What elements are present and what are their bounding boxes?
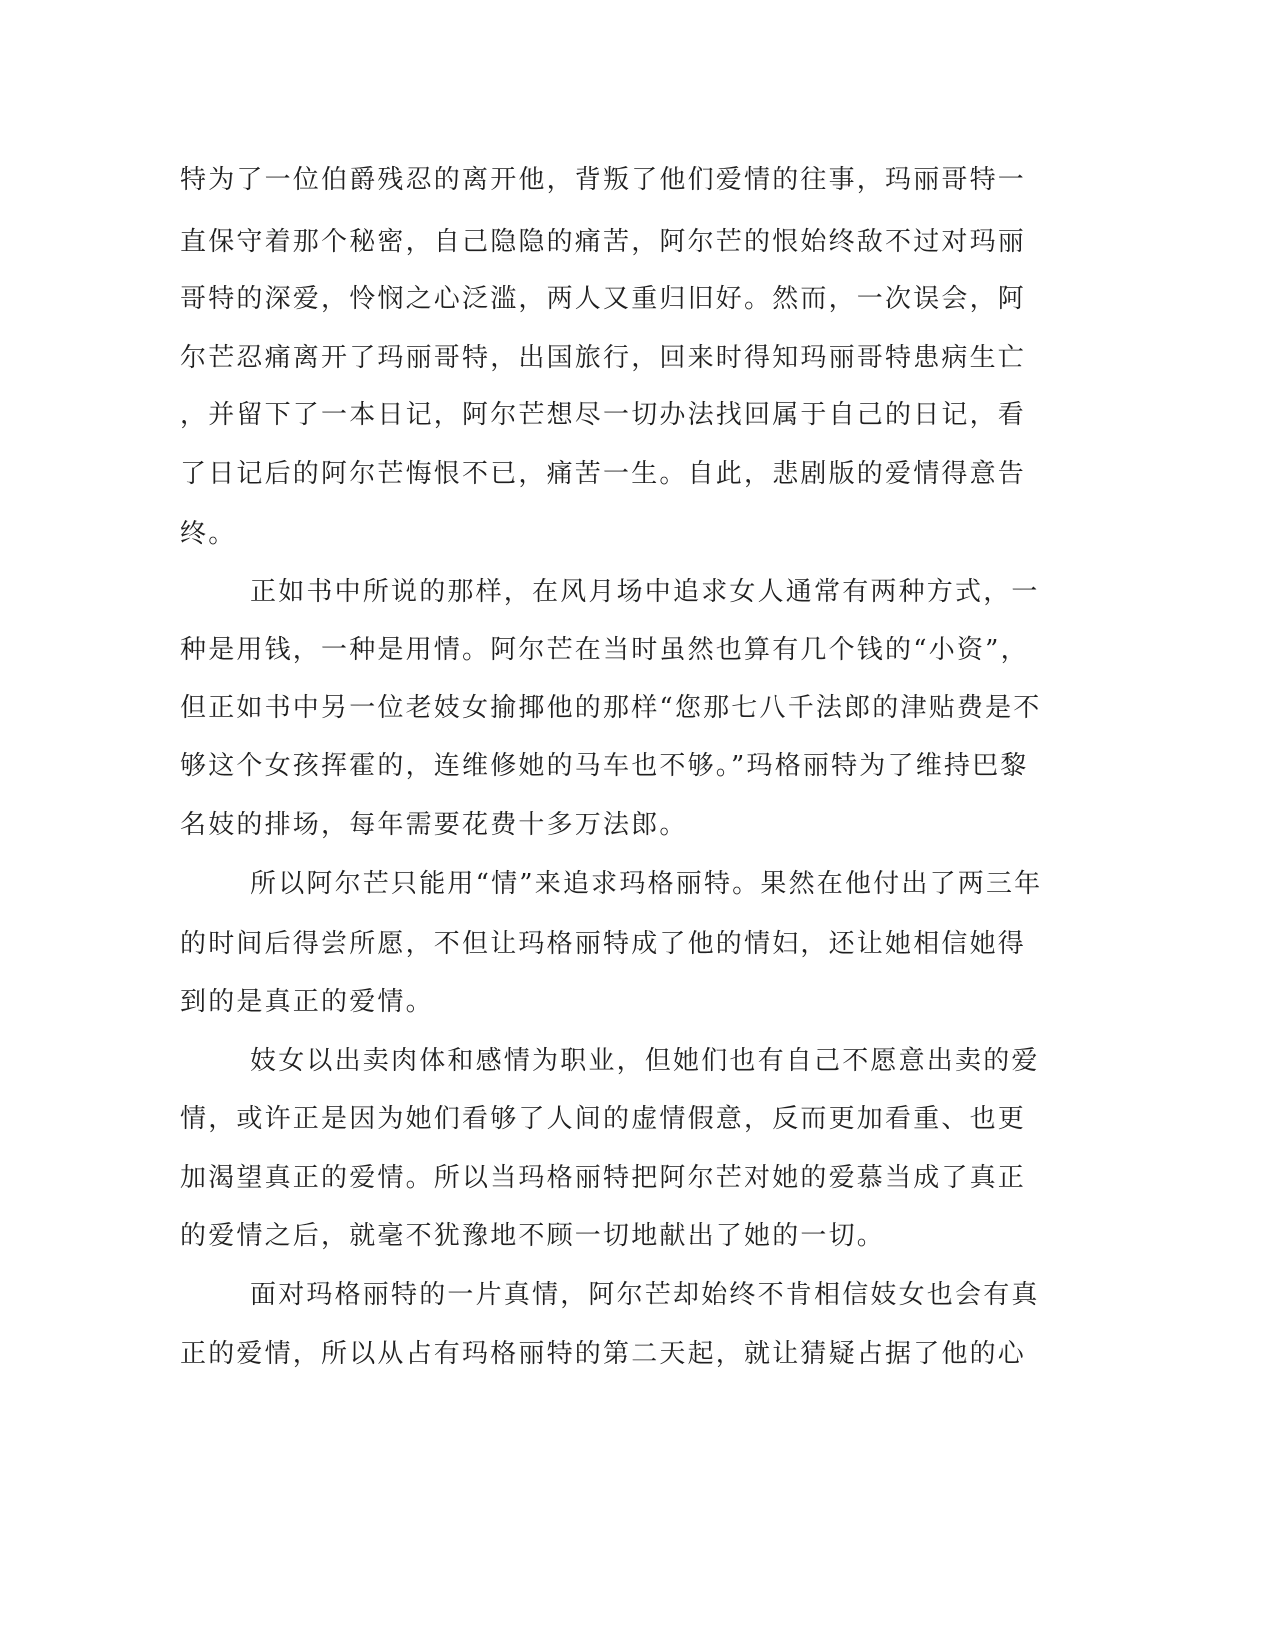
text-line: ，并留下了一本日记，阿尔芒想尽一切办法找回属于自己的日记，看 xyxy=(180,400,1027,430)
paragraph-first-line: 妓女以出卖肉体和感情为职业，但她们也有自己不愿意出卖的爱 xyxy=(250,1046,1040,1076)
text-line: 尔芒忍痛离开了玛丽哥特，出国旅行，回来时得知玛丽哥特患病生亡 xyxy=(180,343,1027,373)
text-line: 名妓的排场，每年需要花费十多万法郎。 xyxy=(180,810,688,840)
text-line: 终。 xyxy=(180,519,237,549)
text-line: 但正如书中另一位老妓女揄揶他的那样“您那七八千法郎的津贴费是不 xyxy=(180,693,1042,723)
text-line: 种是用钱，一种是用情。阿尔芒在当时虽然也算有几个钱的“小资”， xyxy=(180,635,1029,665)
text-line: 情，或许正是因为她们看够了人间的虚情假意，反而更加看重、也更 xyxy=(180,1104,1027,1134)
paragraph-first-line: 面对玛格丽特的一片真情，阿尔芒却始终不肯相信妓女也会有真 xyxy=(250,1280,1040,1310)
text-line: 够这个女孩挥霍的，连维修她的马车也不够。”玛格丽特为了维持巴黎 xyxy=(180,751,1029,781)
text-line: 直保守着那个秘密，自己隐隐的痛苦，阿尔芒的恨始终敌不过对玛丽 xyxy=(180,227,1027,257)
text-line: 了日记后的阿尔芒悔恨不已，痛苦一生。自此，悲剧版的爱情得意告 xyxy=(180,459,1027,489)
text-line: 的爱情之后，就毫不犹豫地不顾一切地献出了她的一切。 xyxy=(180,1221,886,1251)
text-line: 到的是真正的爱情。 xyxy=(180,987,434,1017)
paragraph-first-line: 所以阿尔芒只能用“情”来追求玛格丽特。果然在他付出了两三年 xyxy=(250,869,1043,899)
text-line: 特为了一位伯爵残忍的离开他，背叛了他们爱情的往事，玛丽哥特一 xyxy=(180,165,1027,195)
text-line: 正的爱情，所以从占有玛格丽特的第二天起，就让猜疑占据了他的心 xyxy=(180,1339,1027,1369)
text-line: 加渴望真正的爱情。所以当玛格丽特把阿尔芒对她的爱慕当成了真正 xyxy=(180,1163,1027,1193)
text-line: 的时间后得尝所愿，不但让玛格丽特成了他的情妇，还让她相信她得 xyxy=(180,929,1027,959)
text-line: 哥特的深爱，怜悯之心泛滥，两人又重归旧好。然而，一次误会，阿 xyxy=(180,284,1027,314)
paragraph-first-line: 正如书中所说的那样，在风月场中追求女人通常有两种方式，一 xyxy=(250,577,1040,607)
